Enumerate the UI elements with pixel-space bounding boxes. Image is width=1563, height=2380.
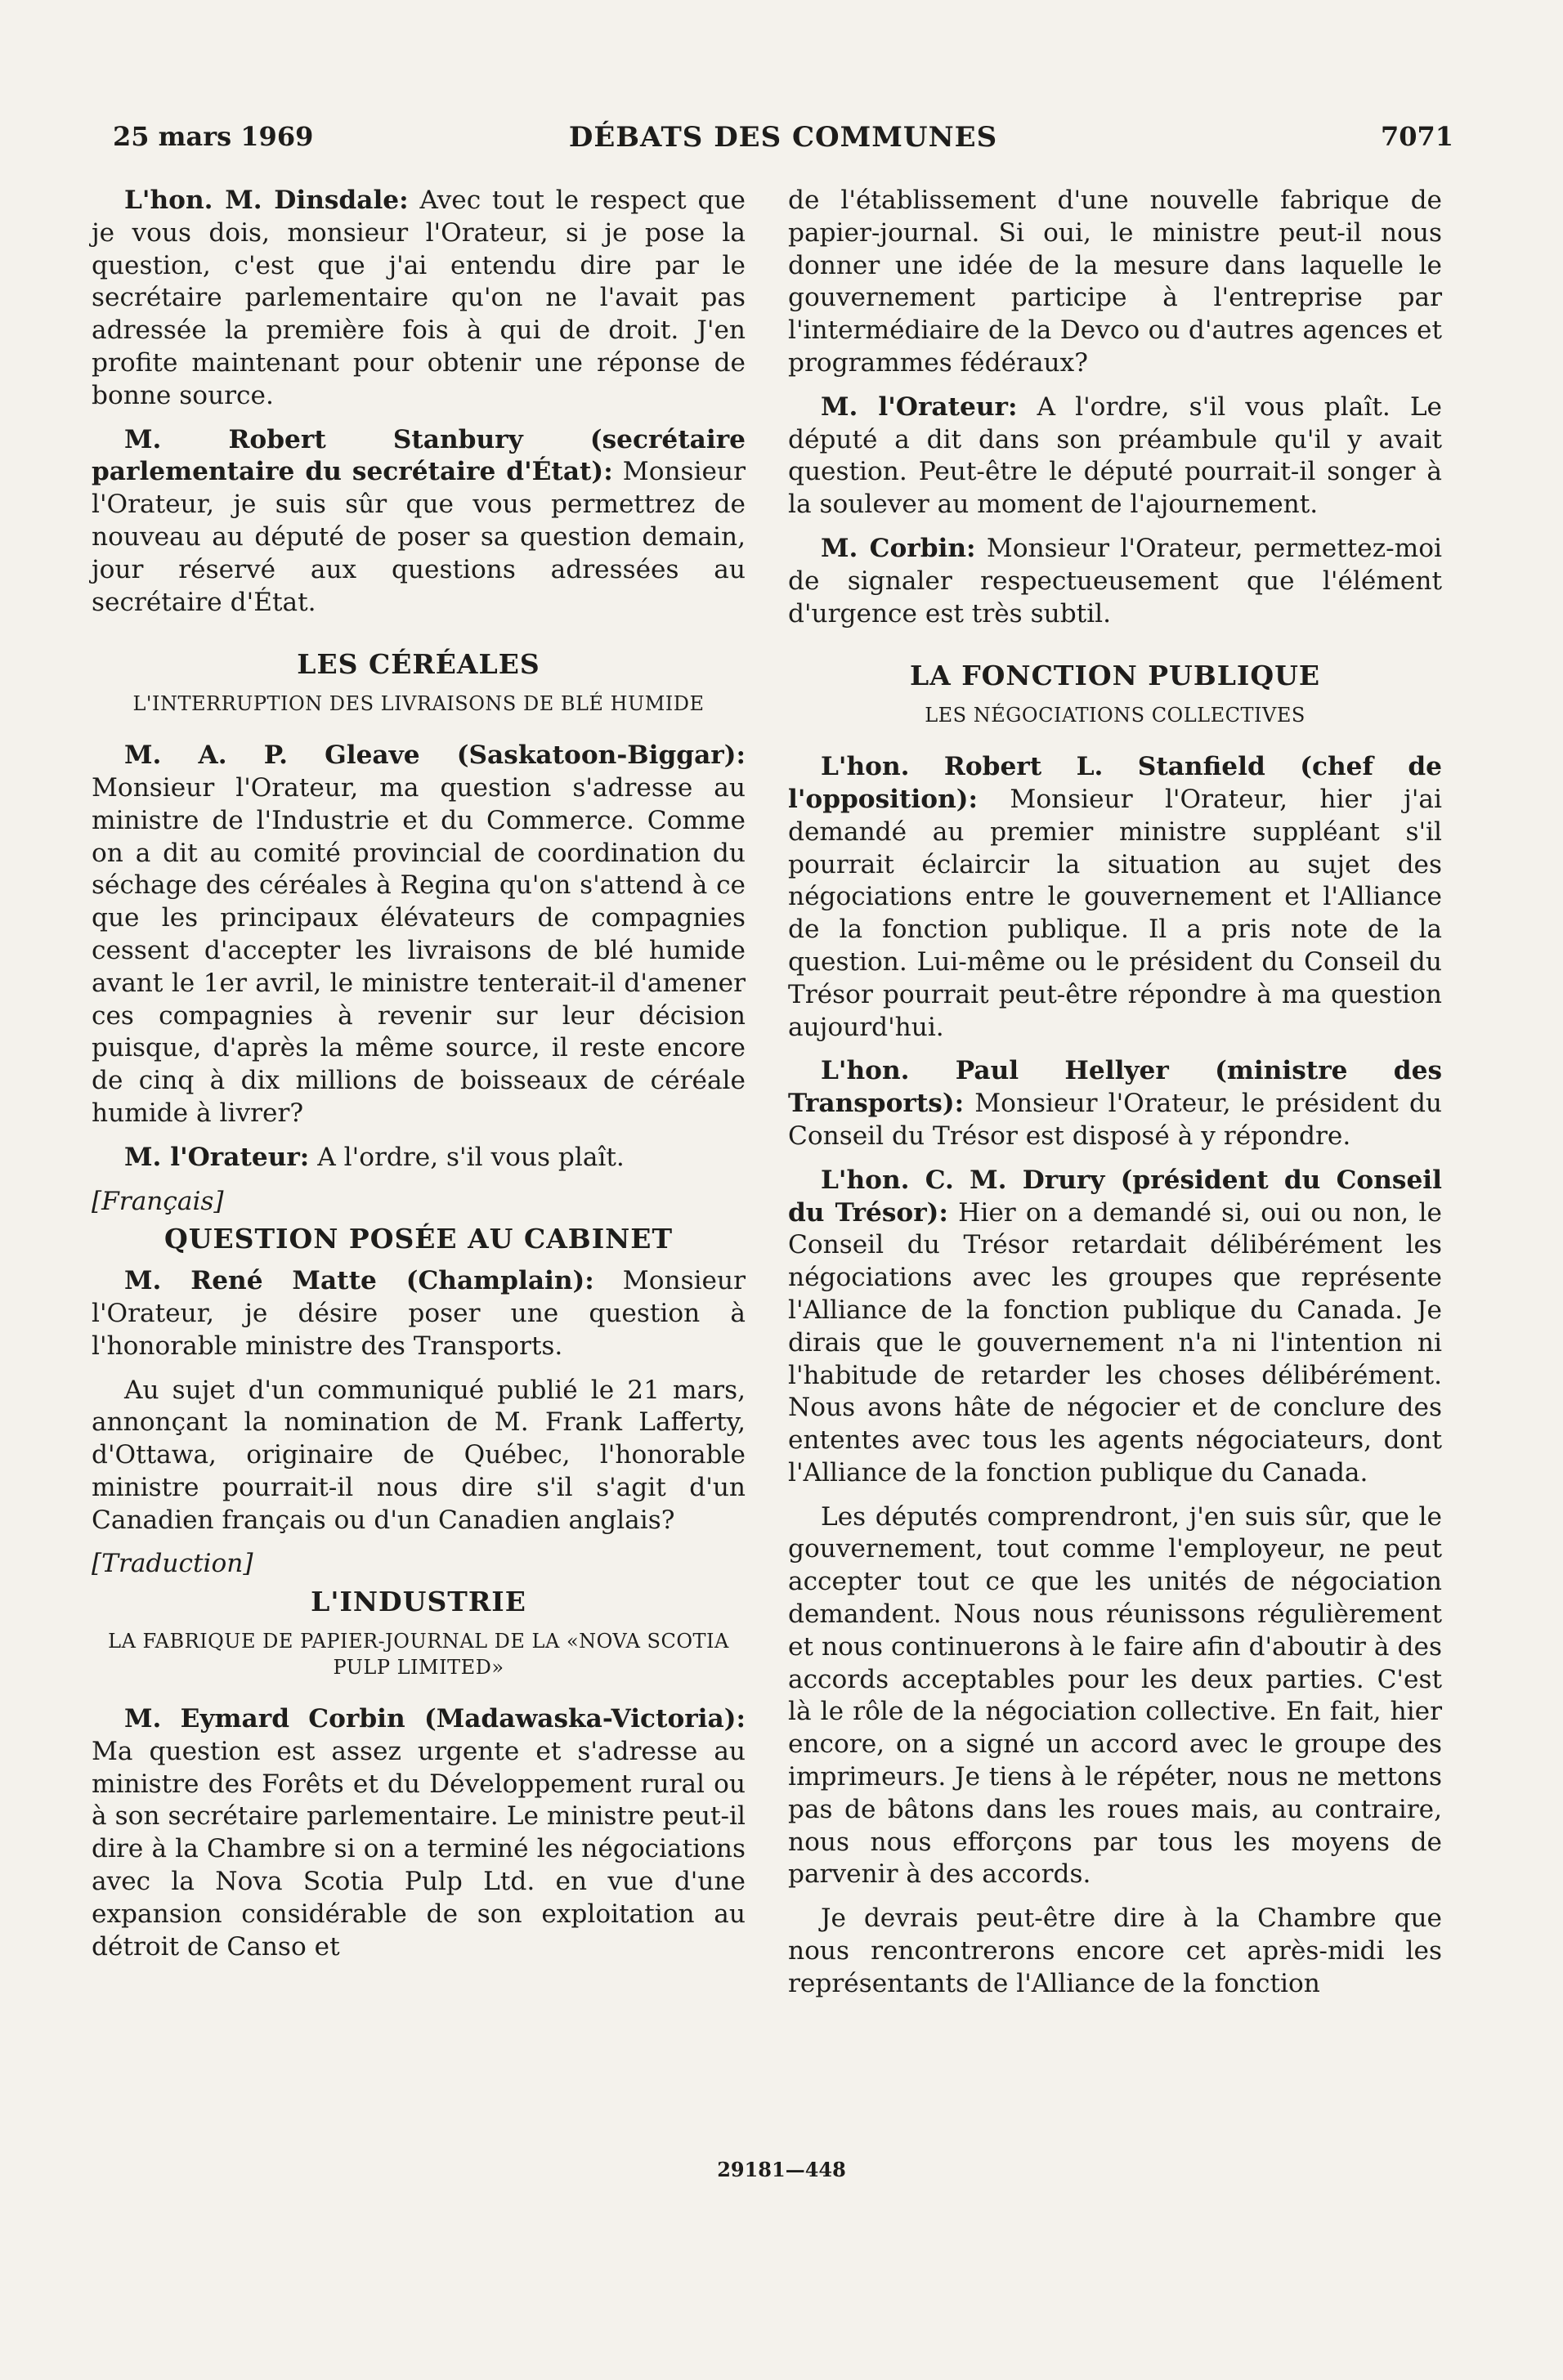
section-heading: LA FONCTION PUBLIQUE bbox=[909, 660, 1321, 692]
page-footer: 29181—448 bbox=[717, 2158, 846, 2181]
right-column bbox=[788, 185, 1442, 2012]
speech-text: Hier on a demandé si, oui ou non, le Conseil du Trésor retardait délibérément les négociations avec les groupes que représente l'Alliance de la fonction publique du Canada. Je dirais que le gouvernement n'a ni l'intention ni l'habitude de retarder les choses délibérément. Nous avons hâte de négocier et de conclure des ententes avec tous les agents négociateurs, dont l'Alliance de la fonction publique du Canada. bbox=[788, 1197, 1442, 1488]
speech-text: A l'ordre, s'il vous plaît. bbox=[309, 1142, 625, 1172]
page-number: 7071 bbox=[1380, 121, 1453, 152]
speaker-name: L'hon. M. Dinsdale: bbox=[124, 186, 409, 215]
speech-text: A l'ordre, s'il vous plaît. Le député a dit dans son préambule qu'il y avait question. Peut-être le député pourrait-il songer à la soulever au moment de l'ajournement. bbox=[788, 391, 1442, 520]
speaker-name: M. Robert Stanbury (secrétaire parlementaire du secrétaire d'État): bbox=[92, 424, 746, 487]
paragraph bbox=[92, 424, 746, 620]
page-header bbox=[113, 121, 1453, 170]
section-heading: QUESTION POSÉE AU CABINET bbox=[163, 1223, 674, 1255]
speech-text: Monsieur l'Orateur, le président du Conseil du Trésor est disposé à y répondre. bbox=[788, 1089, 1442, 1151]
speech-text: Monsieur l'Orateur, permettez-moi de signaler respectueusement que l'élément d'urgence est très subtil. bbox=[788, 533, 1442, 629]
paragraph bbox=[788, 1055, 1442, 1152]
paragraph bbox=[92, 1703, 746, 1963]
paragraph bbox=[788, 391, 1442, 521]
paragraph: Au sujet d'un communiqué publié le 21 mars, annonçant la nomination de M. Frank Lafferty, d'Ottawa, originaire de Québec, l'honorable ministre pourrait-il nous dire s'il s'agit d'un Canadien français ou d'un Canadien anglais? bbox=[92, 1375, 746, 1535]
speaker-name: L'hon. Robert L. Stanfield (chef de l'opposition): bbox=[788, 752, 1442, 814]
speech-text: Avec tout le respect que je vous dois, monsieur l'Orateur, si je pose la question, c'est que j'ai entendu dire par le secrétaire parlementaire qu'on ne l'avait pas adressée la première fois à qui de droit. J'en profite maintenant pour obtenir une réponse de bonne source. bbox=[92, 186, 746, 410]
subsection-heading: LES NÉGOCIATIONS COLLECTIVES bbox=[925, 704, 1305, 727]
speech-text: Monsieur l'Orateur, ma question s'adresse au ministre de l'Industrie et du Commerce. Comme on a dit au comité provincial de coordination du séchage des céréales à Regina qu'on s'attend à ce que les principaux élévateurs de compagnies cessent d'accepter les livraisons de blé humide avant le 1er avril, le ministre tenterait-il d'amener ces compagnies à revenir sur leur décision puisque, d'après la même source, il reste encore de cinq à dix millions de boisseaux de céréale humide à livrer? bbox=[92, 772, 746, 1128]
speaker-name: L'hon. Paul Hellyer (ministre des Transports): bbox=[788, 1056, 1442, 1119]
section-heading: LES CÉRÉALES bbox=[297, 648, 540, 681]
paragraph bbox=[788, 1165, 1442, 1490]
subsection-heading: LA FABRIQUE DE PAPIER-JOURNAL DE LA «NOVA SCOTIA PULP LIMITED» bbox=[108, 1630, 729, 1680]
paragraph bbox=[788, 751, 1442, 1044]
paragraph bbox=[92, 185, 746, 413]
speech-text: Monsieur l'Orateur, hier j'ai demandé au premier ministre suppléant s'il pourrait éclaircir la situation au sujet des négociations entre le gouvernement et l'Alliance de la fonction publique. Il a pris note de la question. Lui-même ou le président du Conseil du Trésor pourrait peut-être répondre à ma question aujourd'hui. bbox=[788, 784, 1442, 1042]
speaker-name: M. l'Orateur: bbox=[124, 1142, 310, 1172]
paragraph: de l'établissement d'une nouvelle fabrique de papier-journal. Si oui, le ministre peut-il nous donner une idée de la mesure dans laquelle le gouvernement participe à l'entreprise par l'intermédiaire de la Devco ou d'autres agences et programmes fédéraux? bbox=[788, 186, 1442, 378]
speaker-name: M. René Matte (Champlain): bbox=[124, 1266, 594, 1296]
paragraph bbox=[788, 533, 1442, 630]
language-marker: [Traduction] bbox=[92, 1549, 253, 1579]
section-heading: L'INDUSTRIE bbox=[311, 1586, 526, 1618]
speaker-name: M. Eymard Corbin (Madawaska-Victoria): bbox=[124, 1704, 746, 1734]
speech-text: Monsieur l'Orateur, je suis sûr que vous permettrez de nouveau au député de poser sa question demain, jour réservé aux questions adressées au secrétaire d'État. bbox=[92, 457, 746, 617]
header-date: 25 mars 1969 bbox=[113, 121, 314, 152]
subsection-heading: L'INTERRUPTION DES LIVRAISONS DE BLÉ HUMIDE bbox=[132, 692, 705, 716]
speech-text: Ma question est assez urgente et s'adresse au ministre des Forêts et du Développement rural ou à son secrétaire parlementaire. Le ministre peut-il dire à la Chambre si on a terminé les négociations avec la Nova Scotia Pulp Ltd. en vue d'une expansion considérable de son exploitation au détroit de Canso et bbox=[92, 1736, 746, 1962]
paragraph: Les députés comprendront, j'en suis sûr, que le gouvernement, tout comme l'employeur, ne peut accepter tout ce que les unités de négociation demandent. Nous nous réunissons régulièrement et nous continuerons à le faire afin d'aboutir à des accords acceptables pour les deux parties. C'est là le rôle de la négociation collective. En fait, hier encore, on a signé un accord avec le groupe des imprimeurs. Je tiens à le répéter, nous ne mettons pas de bâtons dans les roues mais, au contraire, nous nous efforçons par tous les moyens de parvenir à des accords. bbox=[788, 1501, 1442, 1890]
speech-text: Monsieur l'Orateur, je désire poser une question à l'honorable ministre des Transports. bbox=[92, 1266, 746, 1361]
speaker-name: M. l'Orateur: bbox=[821, 391, 1018, 422]
header-title: DÉBATS DES COMMUNES bbox=[568, 121, 998, 154]
speaker-name: M. A. P. Gleave (Saskatoon-Biggar): bbox=[124, 740, 746, 771]
paragraph bbox=[92, 740, 746, 1130]
paragraph: Je devrais peut-être dire à la Chambre que nous rencontrerons encore cet après-midi les représentants de l'Alliance de la fonction bbox=[788, 1904, 1442, 1998]
left-column bbox=[92, 185, 746, 1975]
paragraph bbox=[92, 1142, 746, 1174]
speaker-name: M. Corbin: bbox=[821, 533, 976, 563]
speaker-name: L'hon. C. M. Drury (président du Conseil du Trésor): bbox=[788, 1165, 1442, 1228]
paragraph bbox=[92, 1265, 746, 1362]
language-marker: [Français] bbox=[92, 1186, 224, 1216]
